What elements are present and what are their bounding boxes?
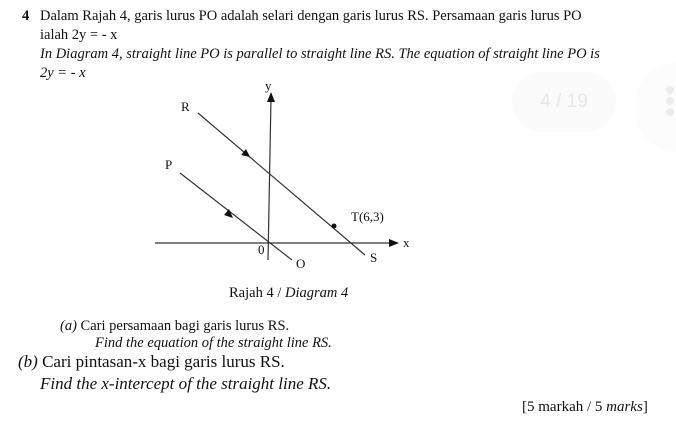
origin-label: 0 <box>258 242 265 257</box>
part-a-label: (a) <box>60 318 77 334</box>
caption-malay: Rajah 4 / <box>229 285 285 301</box>
part-a-malay-text: Cari persamaan bagi garis lurus RS. <box>76 318 290 334</box>
part-b-label: (b) <box>18 352 38 371</box>
question-english-line2: 2y = - x <box>40 65 86 81</box>
y-axis <box>268 98 271 260</box>
diagram-caption <box>229 285 348 302</box>
point-t <box>332 224 337 229</box>
part-b-malay-text: Cari pintasan-x bagi garis lurus RS. <box>37 352 285 371</box>
r-label: R <box>181 99 190 114</box>
part-b-english: Find the x-intercept of the straight line RS. <box>40 374 332 393</box>
part-a-malay <box>60 318 289 335</box>
question-number: 4 <box>22 8 30 24</box>
marks-malay: [5 markah / 5 <box>522 399 607 415</box>
marks <box>522 399 648 416</box>
part-b-malay <box>18 352 285 372</box>
marks-close: ] <box>642 399 648 415</box>
o-label: O <box>296 256 306 271</box>
t-label: T(6,3) <box>351 209 384 224</box>
question-english-line1: In Diagram 4, straight line PO is parallel to straight line RS. The equation of straight line PO is <box>40 46 600 62</box>
question-malay-line2: ialah 2y = - x <box>40 27 118 43</box>
marks-english: marks <box>606 399 643 415</box>
s-label: S <box>370 250 378 265</box>
line-po <box>180 173 292 260</box>
question-malay-line1: Dalam Rajah 4, garis lurus PO adalah selari dengan garis lurus RS. Persamaan garis lurus PO <box>40 8 582 24</box>
x-axis-arrow-icon <box>389 239 399 247</box>
y-label: y <box>265 78 272 93</box>
part-a-english: Find the equation of the straight line RS. <box>95 335 332 351</box>
caption-english: Diagram 4 <box>284 285 349 301</box>
page-counter: 4 / 19 <box>512 72 616 132</box>
line-rs <box>198 113 365 255</box>
x-label: x <box>403 235 410 250</box>
y-axis-arrow-icon <box>267 92 275 102</box>
p-label: P <box>165 157 173 172</box>
